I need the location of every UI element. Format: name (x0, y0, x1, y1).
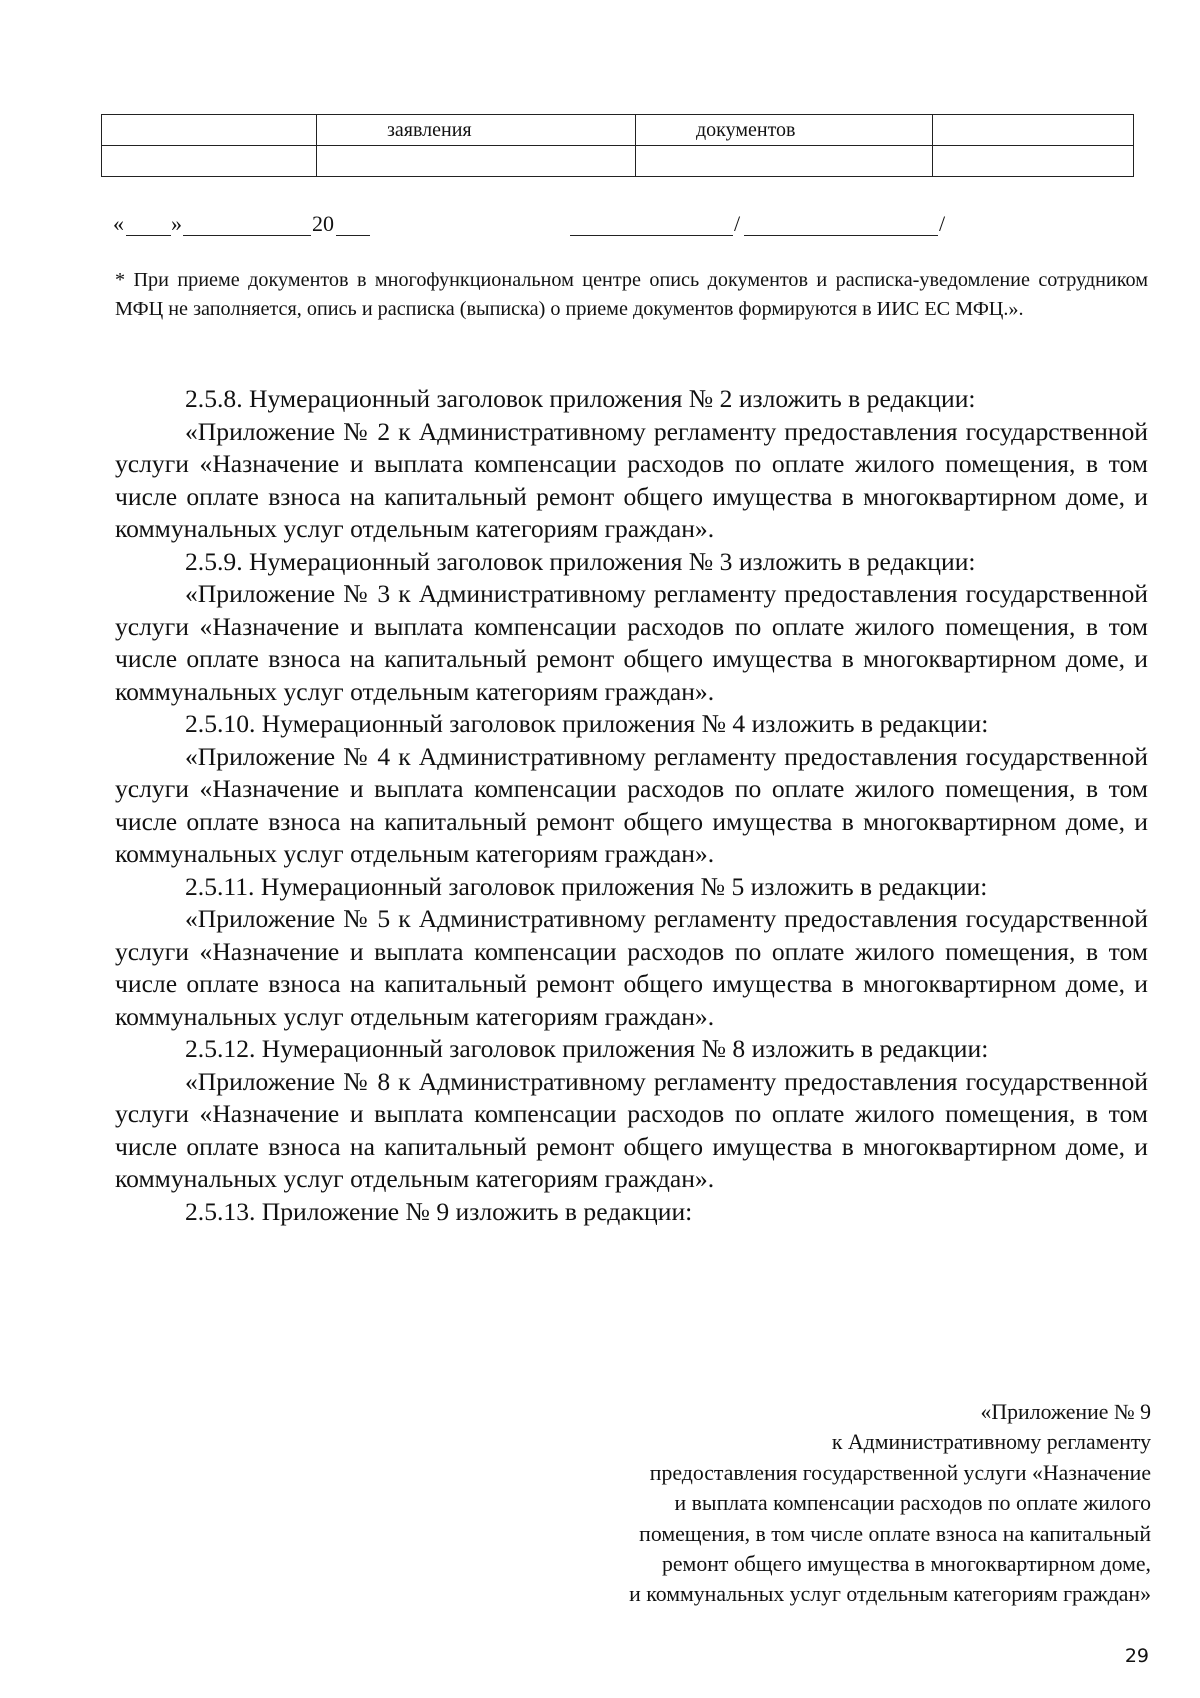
body-text (115, 383, 1148, 1228)
paragraph: «Приложение № 3 к Административному регламенту предоставления государственной услуги «Назначение и выплата компенсации расходов по оплате жилого помещения, в том числе оплате взноса на капитальный ремонт общего имущества в многоквартирном доме, и коммунальных услуг отдельным категориям граждан». (115, 579, 1148, 706)
table-cell: заявления (317, 115, 636, 146)
quote-open: « (113, 211, 124, 236)
footnote: * При приеме документов в многофункциональном центре опись документов и расписка-уведомление сотрудником МФЦ не заполняется, опись и расписка (выписка) о приеме документов формируются в ИИС ЕС МФЦ.». (115, 269, 1148, 320)
slash-separator: / (939, 211, 946, 236)
year-prefix: 20 (312, 211, 334, 236)
paragraph: 2.5.8. Нумерационный заголовок приложения № 2 изложить в редакции: (185, 384, 976, 413)
name-blank (744, 207, 938, 236)
paragraph: «Приложение № 5 к Административному регламенту предоставления государственной услуги «Назначение и выплата компенсации расходов по оплате жилого помещения, в том числе оплате взноса на капитальный ремонт общего имущества в многоквартирном доме, и коммунальных услуг отдельным категориям граждан». (115, 904, 1148, 1031)
table-cell (102, 115, 317, 146)
documents-table (101, 114, 1134, 177)
appendix-line: и выплата компенсации расходов по оплате жилого (674, 1491, 1151, 1516)
page-number: 29 (1124, 1645, 1149, 1667)
paragraph: 2.5.12. Нумерационный заголовок приложения № 8 изложить в редакции: (185, 1034, 989, 1063)
year-blank (336, 207, 370, 236)
paragraph: «Приложение № 8 к Административному регламенту предоставления государственной услуги «Назначение и выплата компенсации расходов по оплате жилого помещения, в том числе оплате взноса на капитальный ремонт общего имущества в многоквартирном доме, и коммунальных услуг отдельным категориям граждан». (115, 1066, 1148, 1193)
table-cell (933, 146, 1134, 177)
paragraph: 2.5.10. Нумерационный заголовок приложения № 4 изложить в редакции: (185, 709, 989, 738)
paragraph: 2.5.13. Приложение № 9 изложить в редакции: (185, 1196, 693, 1226)
appendix-line: и коммунальных услуг отдельным категориям граждан» (629, 1582, 1151, 1607)
month-blank (183, 207, 311, 236)
appendix-line: к Административному регламенту (831, 1430, 1151, 1455)
slash-separator: / (734, 211, 741, 236)
table-cell: документов (636, 115, 933, 146)
appendix-line: ремонт общего имущества в многоквартирном доме, (661, 1552, 1151, 1577)
quote-close: » (171, 211, 182, 236)
paragraph: «Приложение № 4 к Административному регламенту предоставления государственной услуги «Назначение и выплата компенсации расходов по оплате жилого помещения, в том числе оплате взноса на капитальный ремонт общего имущества в многоквартирном доме, и коммунальных услуг отдельным категориям граждан». (115, 741, 1148, 868)
table-cell (317, 146, 636, 177)
table-cell (102, 146, 317, 177)
appendix-line: предоставления государственной услуги «Назначение (649, 1460, 1151, 1485)
signature-blank (570, 207, 733, 236)
appendix-header (531, 1397, 1151, 1610)
date-signature-line (113, 207, 1113, 241)
appendix-line: «Приложение № 9 (980, 1400, 1151, 1424)
day-blank (126, 207, 171, 236)
table-cell (933, 115, 1134, 146)
table-cell (636, 146, 933, 177)
paragraph: «Приложение № 2 к Административному регламенту предоставления государственной услуги «Назначение и выплата компенсации расходов по оплате жилого помещения, в том числе оплате взноса на капитальный ремонт общего имущества в многоквартирном доме, и коммунальных услуг отдельным категориям граждан». (115, 416, 1148, 543)
table-row (102, 115, 1134, 146)
table-row (102, 146, 1134, 177)
paragraph: 2.5.11. Нумерационный заголовок приложения № 5 изложить в редакции: (185, 871, 988, 901)
paragraph: 2.5.9. Нумерационный заголовок приложения № 3 изложить в редакции: (185, 546, 976, 576)
appendix-line: помещения, в том числе оплате взноса на капитальный (639, 1521, 1151, 1546)
